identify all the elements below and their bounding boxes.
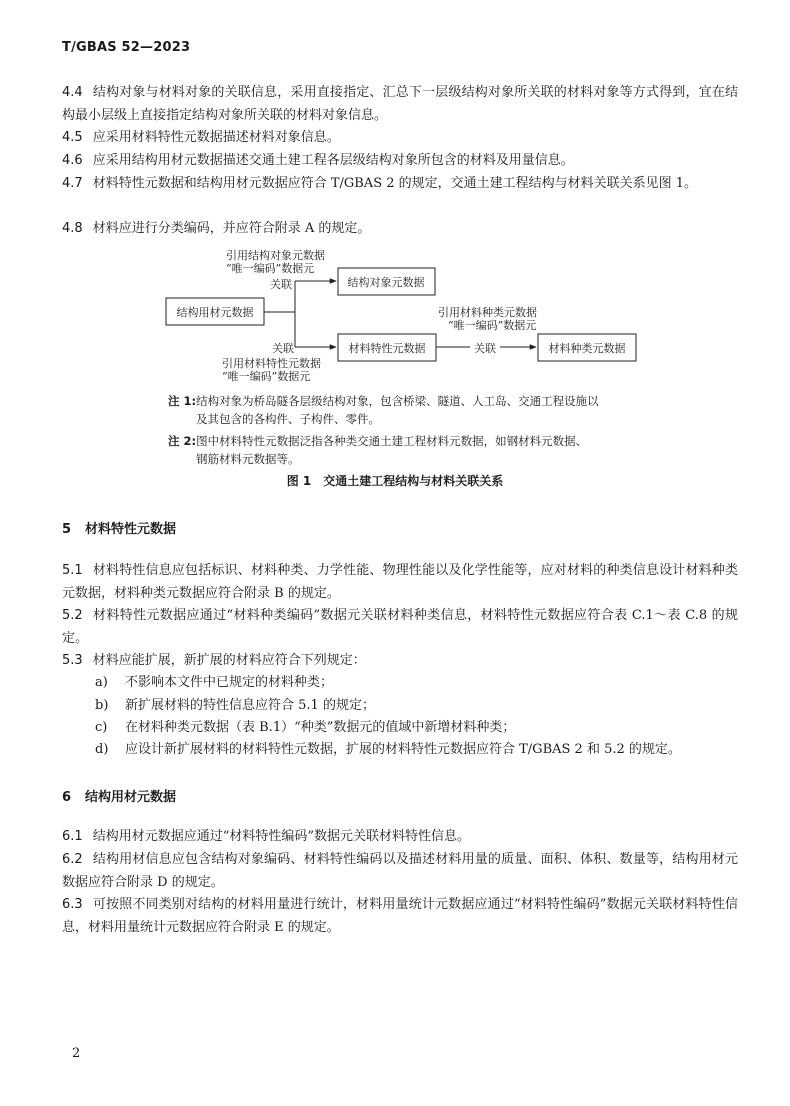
clause-number: 4.5 [62, 130, 83, 145]
list-item-c [95, 717, 755, 739]
note-label: 注 2: [168, 434, 197, 448]
clause-text: 材料应进行分类编码，并应符合附录 A 的规定。 [92, 221, 371, 236]
list-text: 新扩展材料的特性信息应符合 5.1 的规定； [125, 698, 375, 713]
clause-number: 5.3 [62, 653, 83, 668]
list-item-a [95, 672, 755, 694]
section-6-heading [62, 786, 176, 805]
section-number: 5 [62, 522, 72, 537]
clause-text: 材料特性元数据应通过“材料种类编码”数据元关联材料种类信息，材料特性元数据应符合表 C.1～表 C.8 的规定。 [62, 608, 738, 646]
clause-text: 应采用结构用材元数据描述交通土建工程各层级结构对象所包含的材料及用量信息。 [92, 153, 574, 168]
clause-number: 4.7 [62, 176, 83, 191]
list-text: 应设计新扩展材料的材料特性元数据，扩展的材料特性元数据应符合 T/GBAS 2 和 5.2 的规定。 [125, 742, 681, 757]
note-text: 结构对象为桥岛隧各层级结构对象，包含桥梁、隧道、人工岛、交通工程设施以 [196, 394, 599, 408]
clause-6-2 [62, 849, 738, 894]
top-link-label: 关联 [270, 278, 292, 291]
clause-6-1 [62, 826, 738, 849]
clause-number: 5.1 [62, 563, 83, 578]
clause-text: 材料特性信息应包括标识、材料种类、力学性能、物理性能以及化学性能等，应对材料的种类信息设计材料种类元数据，材料种类元数据应符合附录 B 的规定。 [62, 563, 738, 601]
clause-6-3 [62, 894, 738, 939]
list-item-d [95, 739, 755, 761]
material-property-box-label: 材料特性元数据 [348, 342, 426, 355]
figure-note-2 [168, 432, 638, 468]
clause-text: 结构对象与材料对象的关联信息，采用直接指定、汇总下一层级结构对象所关联的材料对象等方式得到，宜在结构最小层级上直接指定结构对象所关联的材料对象信息。 [62, 85, 738, 123]
clause-number: 6.3 [62, 897, 83, 912]
section-number: 6 [62, 790, 72, 805]
note-continuation: 钢筋材料元数据等。 [196, 452, 300, 466]
clause-text: 结构用材信息应包含结构对象编码、材料特性编码以及描述材料用量的质量、面积、体积、数量等，结构用材元数据应符合附录 D 的规定。 [62, 852, 738, 890]
clause-number: 6.2 [62, 852, 83, 867]
clause-number: 4.8 [62, 221, 83, 236]
list-text: 在材料种类元数据（表 B.1）“种类”数据元的值域中新增材料种类； [125, 720, 516, 735]
list-marker: c) [95, 720, 108, 735]
page-number: 2 [72, 1046, 81, 1061]
note-label: 注 1: [168, 394, 197, 408]
bottom-link-label: 关联 [272, 342, 294, 355]
top-ref-line2: “唯一编码”数据元 [226, 262, 315, 275]
right-ref-line2: “唯一编码”数据元 [448, 319, 537, 332]
clause-text: 可按照不同类别对结构的材料用量进行统计，材料用量统计元数据应通过“材料特性编码”数据元关联材料特性信息，材料用量统计元数据应符合附录 E 的规定。 [62, 897, 738, 935]
right-link-label: 关联 [474, 342, 496, 355]
note-text: 图中材料特性元数据泛指各种类交通土建工程材料元数据，如钢材料元数据、 [196, 434, 588, 448]
clause-number: 4.4 [62, 85, 83, 100]
document-code-header: T/GBAS 52—2023 [62, 40, 191, 55]
structural-material-box-label: 结构用材元数据 [176, 306, 254, 319]
clause-number: 6.1 [62, 829, 83, 844]
clause-number: 5.2 [62, 608, 83, 623]
section-title: 结构用材元数据 [85, 790, 177, 805]
figure-caption: 图 1 交通土建工程结构与材料关联关系 [286, 474, 504, 488]
clause-5-2 [62, 605, 738, 650]
structure-object-box-label: 结构对象元数据 [347, 276, 425, 289]
clause-number: 4.6 [62, 153, 83, 168]
clause-5-3 [62, 650, 738, 673]
clause-text: 应采用材料特性元数据描述材料对象信息。 [92, 130, 340, 145]
clause-text: 材料特性元数据和结构用材元数据应符合 T/GBAS 2 的规定，交通土建工程结构与材料关联关系见图 1。 [92, 176, 698, 191]
list-marker: d) [95, 742, 109, 757]
list-marker: b) [95, 698, 109, 713]
clause-text: 材料应能扩展，新扩展的材料应符合下列规定： [92, 653, 366, 668]
list-item-b [95, 695, 755, 717]
material-type-box-label: 材料种类元数据 [548, 342, 626, 355]
bottom-ref-line1: 引用材料特性元数据 [222, 357, 321, 370]
section-title: 材料特性元数据 [85, 522, 177, 537]
right-ref-line1: 引用材料种类元数据 [438, 306, 537, 319]
clause-5-1 [62, 560, 738, 605]
figure-1-diagram [0, 0, 790, 390]
note-continuation: 及其包含的各构件、子构件、零件。 [196, 412, 380, 426]
list-text: 不影响本文件中已规定的材料种类； [125, 675, 334, 690]
figure-note-1 [168, 392, 638, 428]
top-ref-line1: 引用结构对象元数据 [226, 249, 325, 262]
list-marker: a) [95, 675, 108, 690]
section-5-heading [62, 518, 176, 537]
clause-text: 结构用材元数据应通过“材料特性编码”数据元关联材料特性信息。 [92, 829, 470, 844]
bottom-ref-line2: “唯一编码”数据元 [222, 370, 311, 383]
